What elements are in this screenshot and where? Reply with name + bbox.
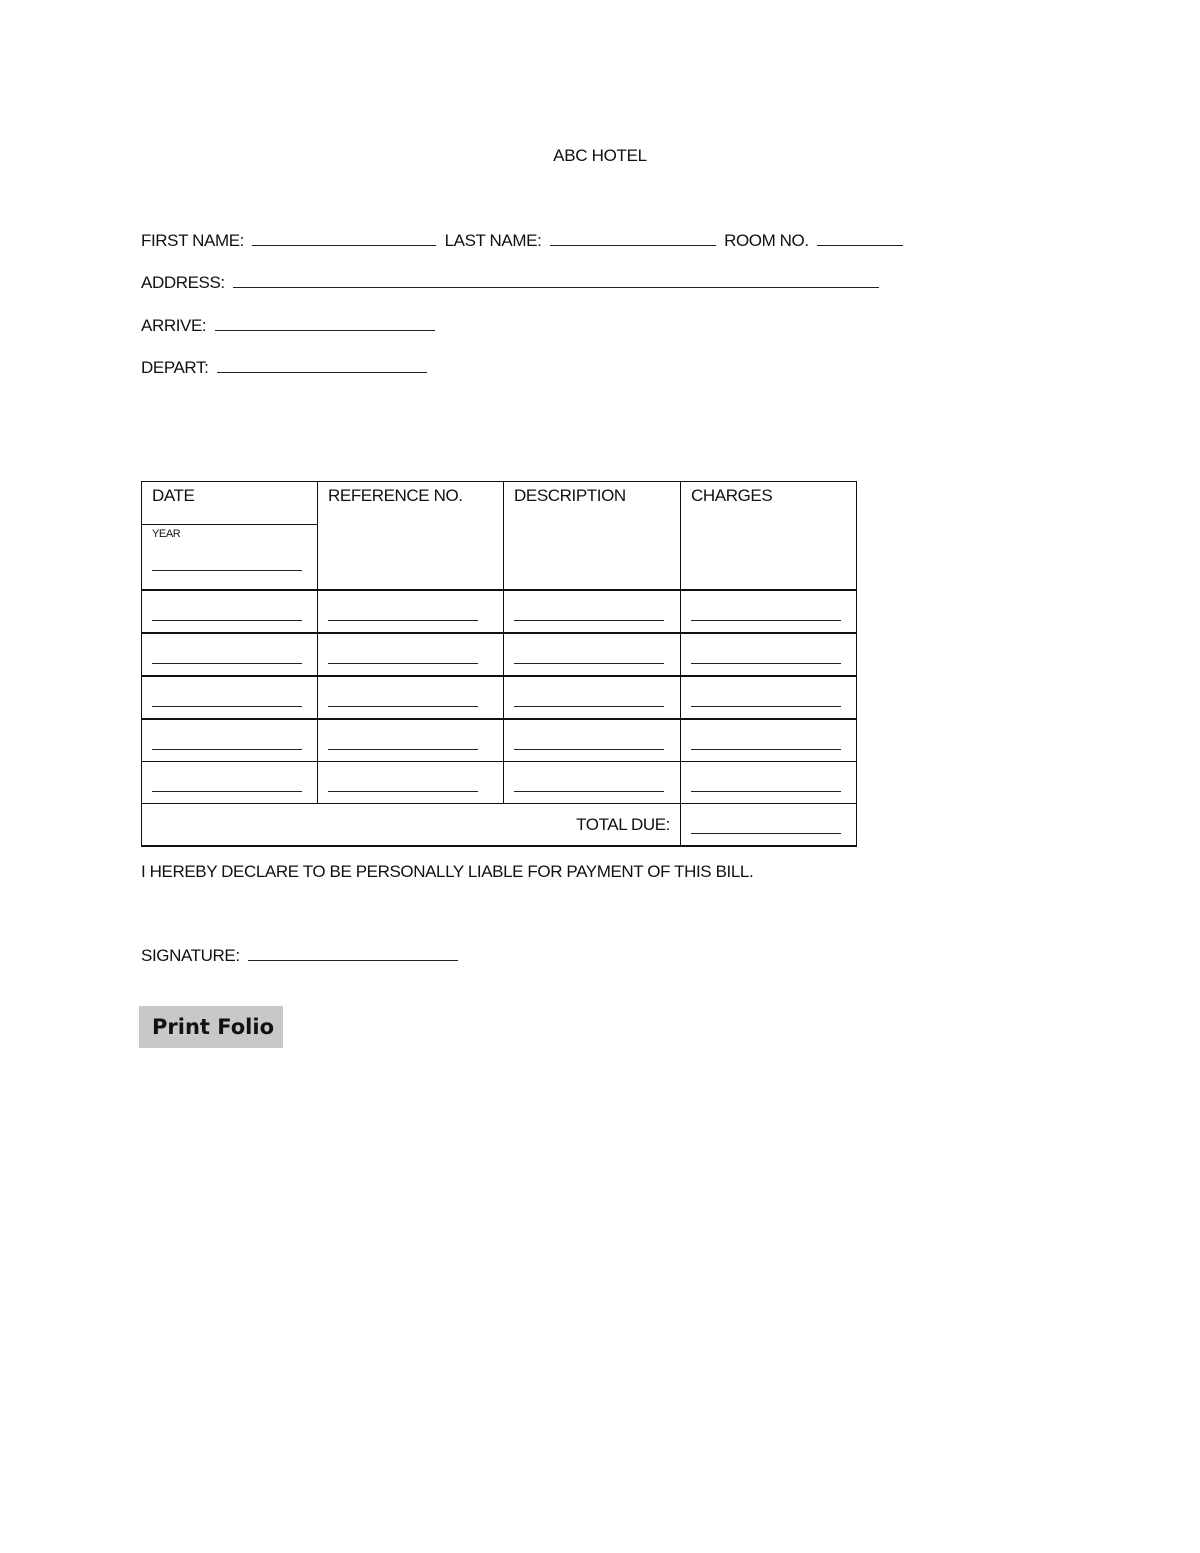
reference-field[interactable] (328, 779, 478, 792)
charges-cell (681, 633, 857, 676)
header-charges: CHARGES (681, 482, 857, 591)
address-field[interactable] (233, 273, 879, 288)
date-cell (142, 676, 318, 719)
arrive-field[interactable] (215, 316, 435, 331)
liability-declaration: I HEREBY DECLARE TO BE PERSONALLY LIABLE FOR PAYMENT OF THIS BILL. (141, 862, 754, 881)
year-field[interactable] (152, 558, 302, 571)
charges-field[interactable] (691, 608, 841, 621)
table-row (142, 633, 857, 676)
reference-field[interactable] (328, 608, 478, 621)
description-cell (504, 719, 681, 762)
table-row (142, 676, 857, 719)
description-field[interactable] (514, 608, 664, 621)
arrive-label: ARRIVE: (141, 316, 207, 335)
total-due-label: TOTAL DUE: (142, 804, 681, 847)
description-cell (504, 676, 681, 719)
total-due-cell (681, 804, 857, 847)
description-field[interactable] (514, 737, 664, 750)
description-cell (504, 633, 681, 676)
date-field[interactable] (152, 651, 302, 664)
first-name-field[interactable] (252, 231, 436, 246)
date-cell (142, 590, 318, 633)
last-name-label: LAST NAME: (444, 231, 542, 250)
description-field[interactable] (514, 694, 664, 707)
charges-table (141, 481, 857, 847)
charges-cell (681, 590, 857, 633)
address-label: ADDRESS: (141, 273, 225, 292)
reference-field[interactable] (328, 694, 478, 707)
charges-field[interactable] (691, 651, 841, 664)
depart-label: DEPART: (141, 358, 209, 377)
print-folio-button[interactable]: Print Folio (139, 1006, 283, 1048)
total-row (142, 804, 857, 847)
header-date: DATE (142, 482, 318, 525)
header-row (142, 482, 857, 525)
charges-field[interactable] (691, 694, 841, 707)
year-label: YEAR (152, 528, 181, 540)
table-row (142, 762, 857, 804)
year-cell (142, 525, 318, 591)
signature-label: SIGNATURE: (141, 946, 240, 965)
date-cell (142, 633, 318, 676)
charges-field[interactable] (691, 737, 841, 750)
hotel-title: ABC HOTEL (553, 146, 647, 165)
date-field[interactable] (152, 737, 302, 750)
table-row (142, 590, 857, 633)
date-field[interactable] (152, 608, 302, 621)
date-field[interactable] (152, 779, 302, 792)
charges-field[interactable] (691, 779, 841, 792)
name-row (141, 231, 907, 251)
address-row (141, 273, 883, 293)
signature-field[interactable] (248, 946, 458, 961)
reference-cell (318, 676, 504, 719)
charges-cell (681, 676, 857, 719)
charges-cell (681, 719, 857, 762)
reference-cell (318, 590, 504, 633)
arrive-row (141, 316, 439, 336)
reference-field[interactable] (328, 651, 478, 664)
description-field[interactable] (514, 779, 664, 792)
date-cell (142, 762, 318, 804)
first-name-label: FIRST NAME: (141, 231, 244, 250)
charges-cell (681, 762, 857, 804)
signature-row (141, 946, 462, 966)
description-cell (504, 762, 681, 804)
total-due-field[interactable] (691, 821, 841, 834)
date-field[interactable] (152, 694, 302, 707)
header-description: DESCRIPTION (504, 482, 681, 591)
table-row (142, 719, 857, 762)
date-cell (142, 719, 318, 762)
depart-row (141, 358, 431, 378)
reference-cell (318, 762, 504, 804)
description-field[interactable] (514, 651, 664, 664)
room-no-label: ROOM NO. (724, 231, 809, 250)
reference-cell (318, 633, 504, 676)
room-no-field[interactable] (817, 231, 903, 246)
header-reference-no: REFERENCE NO. (318, 482, 504, 591)
reference-field[interactable] (328, 737, 478, 750)
depart-field[interactable] (217, 358, 427, 373)
last-name-field[interactable] (550, 231, 716, 246)
reference-cell (318, 719, 504, 762)
description-cell (504, 590, 681, 633)
